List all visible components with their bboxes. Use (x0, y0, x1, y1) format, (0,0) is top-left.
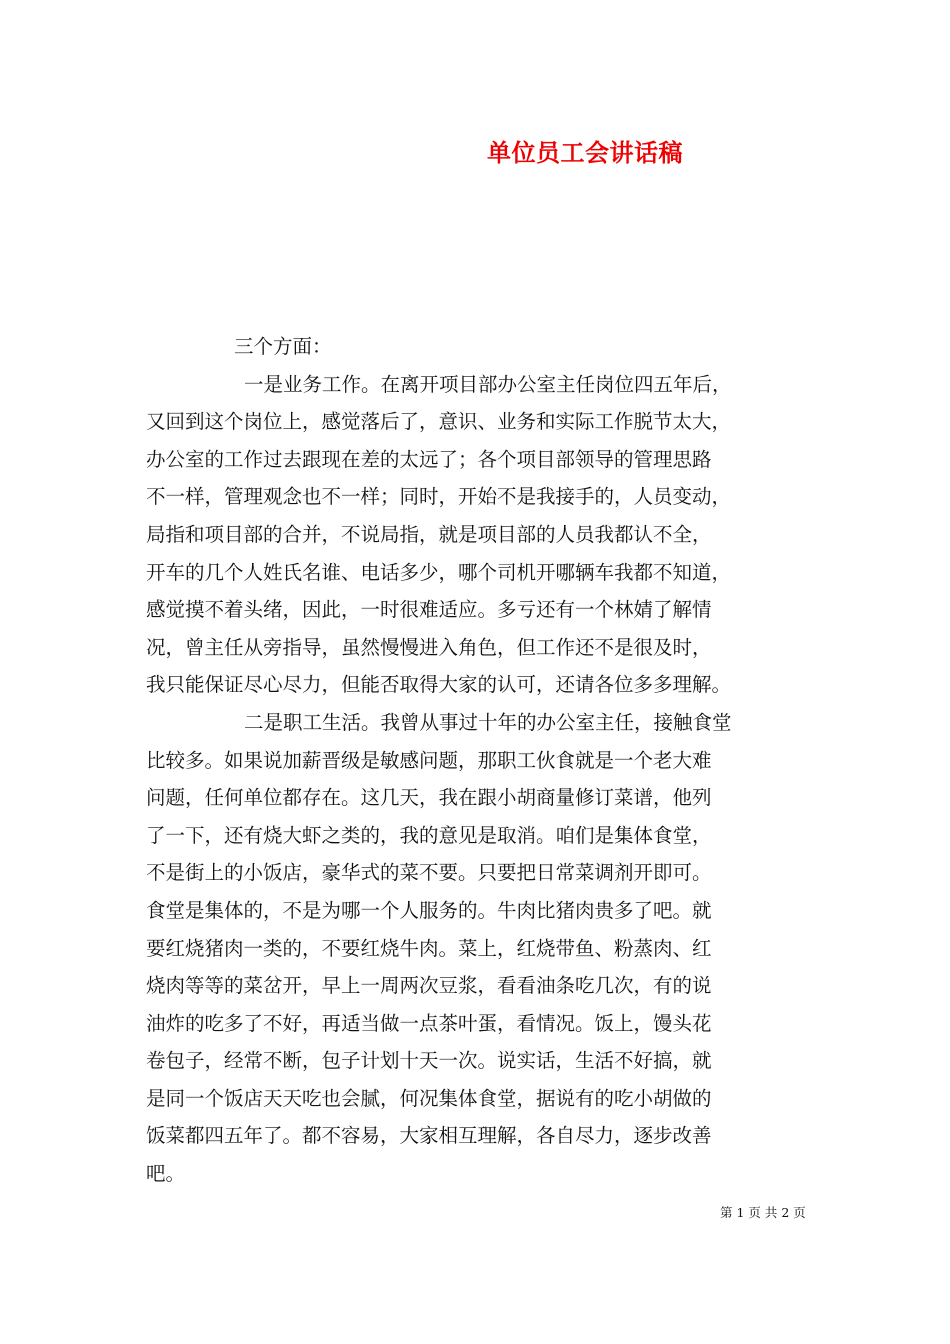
page-number-footer: 第 1 页 共 2 页 (720, 1205, 806, 1220)
paragraph-line: 不一样，管理观念也不一样；同时，开始不是我接手的，人员变动， (146, 485, 732, 509)
paragraph-line: 了一下，还有烧大虾之类的，我的意见是取消。咱们是集体食堂， (146, 823, 712, 847)
paragraph-line: 又回到这个岗位上，感觉落后了，意识、业务和实际工作脱节太大， (146, 410, 732, 434)
paragraph-line: 我只能保证尽心尽力，但能否取得大家的认可，还请各位多多理解。 (146, 673, 732, 697)
paragraph-line: 不是街上的小饭店，豪华式的菜不要。只要把日常菜调剂开即可。 (146, 861, 712, 885)
paragraph-line: 要红烧猪肉一类的，不要红烧牛肉。菜上，红烧带鱼、粉蒸肉、红 (146, 936, 712, 960)
paragraph-line: 局指和项目部的合并，不说局指，就是项目部的人员我都认不全， (146, 522, 712, 546)
paragraph-line: 食堂是集体的，不是为哪一个人服务的。牛肉比猪肉贵多了吧。就 (146, 898, 712, 922)
paragraph-line: 况，曾主任从旁指导，虽然慢慢进入角色，但工作还不是很及时， (146, 635, 712, 659)
paragraph-line: 油炸的吃多了不好，再适当做一点茶叶蛋，看情况。饭上，馒头花 (146, 1011, 712, 1035)
paragraph-line: 卷包子，经常不断，包子计划十天一次。说实话，生活不好搞，就 (146, 1049, 712, 1073)
document-title: 单位员工会讲话稿 (487, 138, 683, 167)
paragraph-line: 开车的几个人姓氏名谁、电话多少，哪个司机开哪辆车我都不知道， (146, 560, 732, 584)
paragraph-line: 是同一个饭店天天吃也会腻，何况集体食堂，据说有的吃小胡做的 (146, 1086, 712, 1110)
paragraph-line: 烧肉等等的菜岔开，早上一周两次豆浆，看看油条吃几次，有的说 (146, 974, 712, 998)
paragraph-line: 感觉摸不着头绪，因此，一时很难适应。多亏还有一个林婧了解情 (146, 598, 712, 622)
paragraph-line: 问题，任何单位都存在。这几天，我在跟小胡商量修订菜谱，他列 (146, 786, 712, 810)
paragraph-line: 一是业务工作。在离开项目部办公室主任岗位四五年后， (244, 372, 732, 396)
paragraph-line: 办公室的工作过去跟现在差的太远了；各个项目部领导的管理思路 (146, 447, 712, 471)
paragraph-line: 比较多。如果说加薪晋级是敏感问题，那职工伙食就是一个老大难 (146, 748, 712, 772)
paragraph-line: 吧。 (146, 1162, 186, 1186)
paragraph-line: 饭菜都四五年了。都不容易，大家相互理解，各自尽力，逐步改善 (146, 1124, 712, 1148)
document-body (146, 328, 836, 1193)
section-intro-line: 三个方面： (234, 335, 332, 358)
paragraph-line: 二是职工生活。我曾从事过十年的办公室主任，接触食堂 (244, 710, 732, 734)
